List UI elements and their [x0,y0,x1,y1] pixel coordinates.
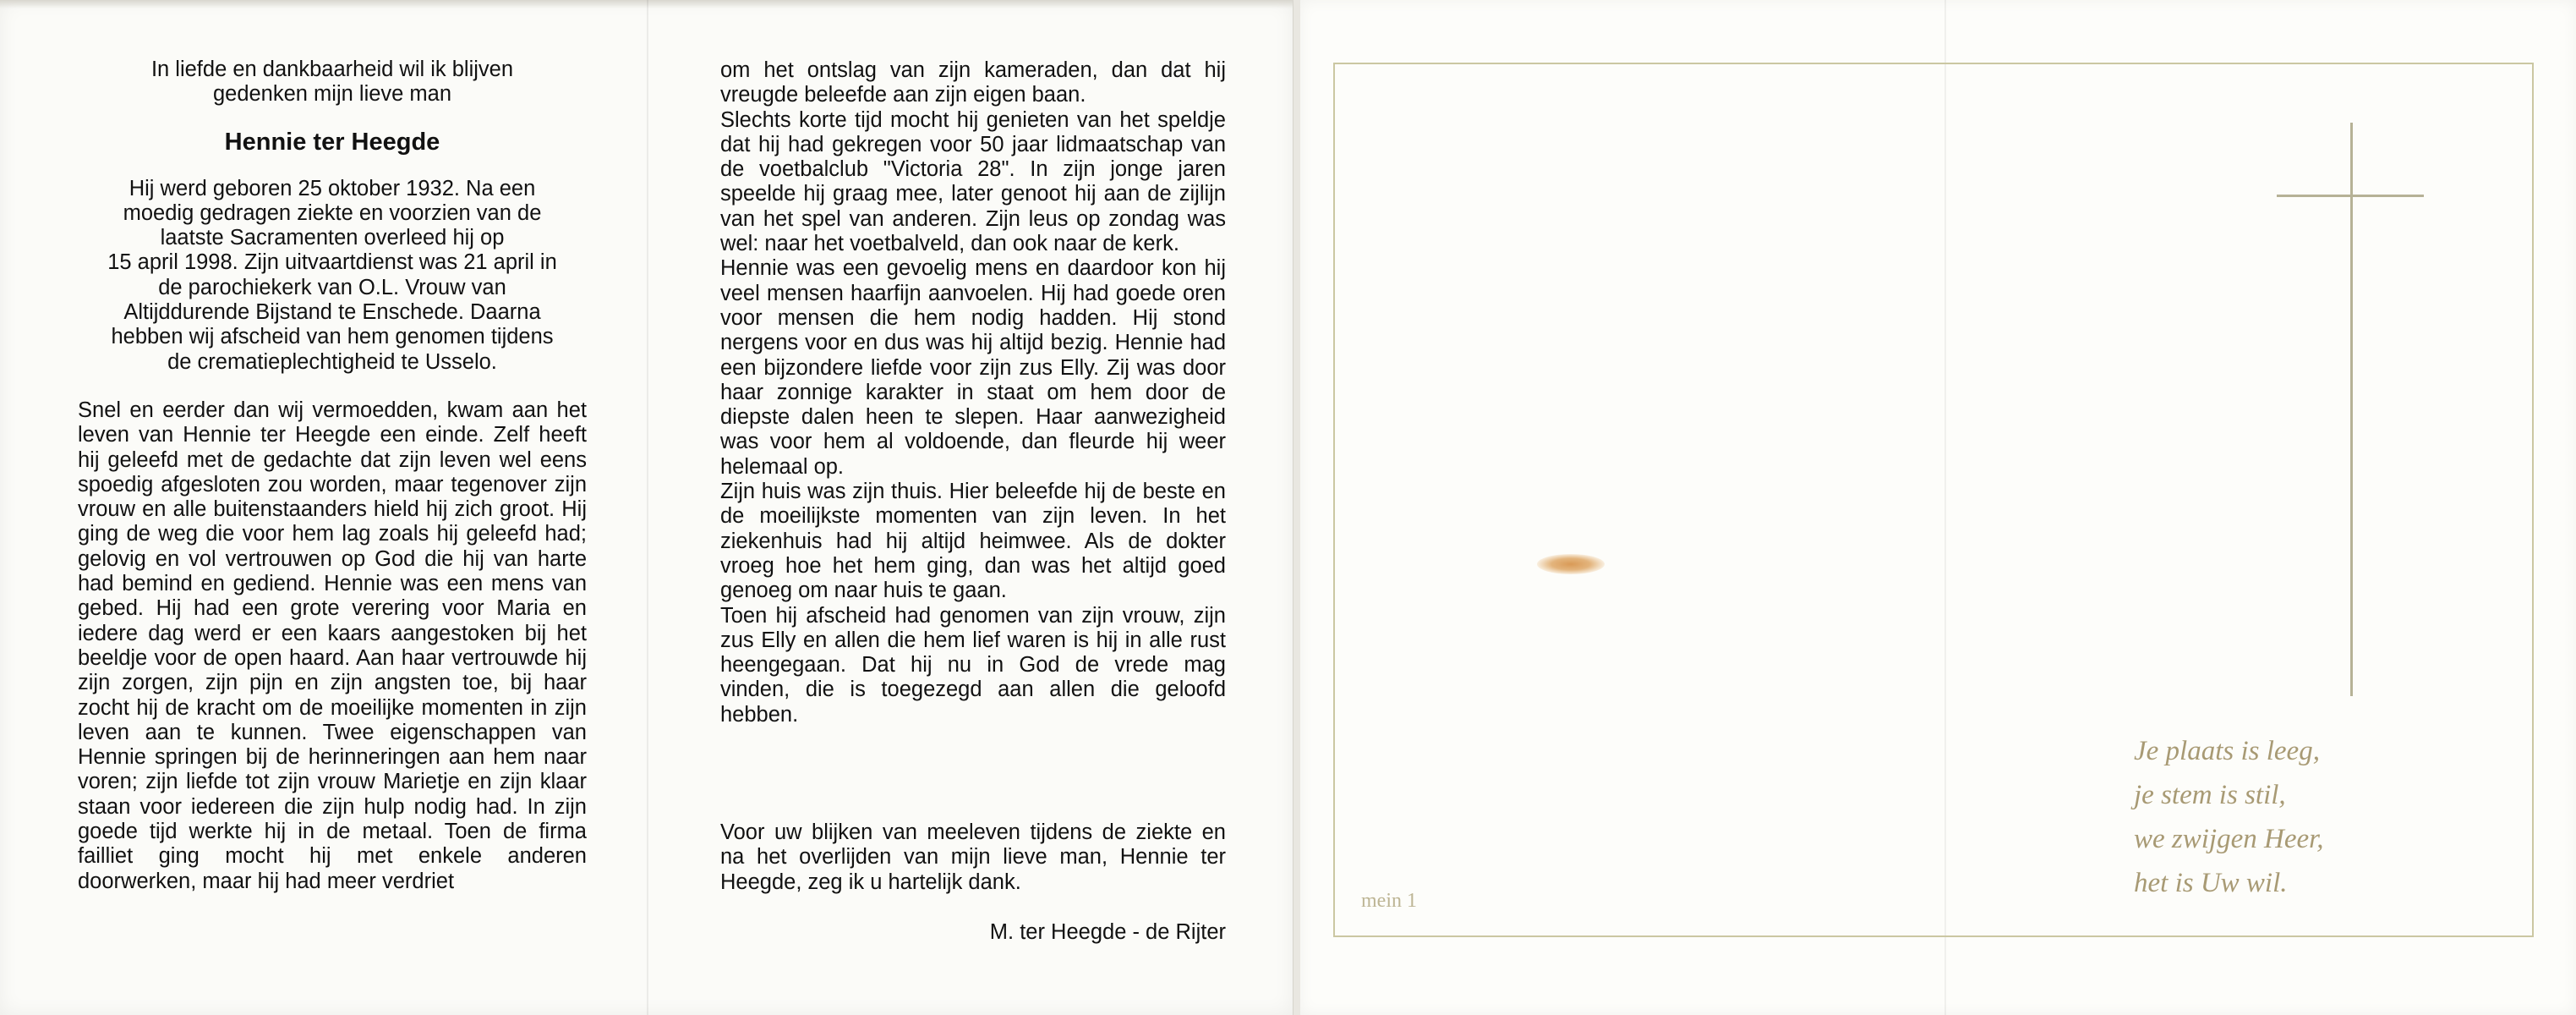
bio-line: 15 april 1998. Zijn uitvaartdienst was 21 april in [107,250,557,275]
cross-vertical-bar [2350,123,2353,696]
left-column [78,58,587,894]
poem-line: we zwijgen Heer, [2134,824,2324,854]
bio-line: hebben wij afscheid van hem genomen tijdens [111,325,554,349]
bio-line: Altijddurende Bijstand te Enschede. Daarna [123,300,541,325]
memorial-text-right [720,58,1226,727]
memorial-paragraph: Zijn huis was zijn thuis. Hier beleefde hij de beste en de moeilijkste momenten van zijn leven. In het ziekenhuis had hij altijd heimwee. Als de dokter vroeg hoe het hem ging, dan was het altijd goed genoeg om naar huis te gaan. [720,480,1226,603]
poem-line: je stem is stil, [2134,780,2286,810]
memorial-paragraph: Slechts korte tijd mocht hij genieten van het speldje dat hij had gekregen voor 50 jaar lidmaatschap van de voetbalclub "Victoria 28". In zijn jonge jaren speelde hij graag mee, later genoot hij aan de zijlijn van het spel van anderen. Zijn leus op zondag was wel: naar het voetbalveld, dan ook naar de kerk. [720,107,1226,256]
poem [2134,729,2404,905]
bio-line: laatste Sacramenten overleed hij op [160,226,505,250]
poem-line: het is Uw wil. [2134,868,2288,898]
memorial-paragraph: om het ontslag van zijn kameraden, dan dat hij vreugde beleefde aan zijn eigen baan. [720,58,1226,107]
signature: M. ter Heegde - de Rijter [989,920,1226,944]
paper-stain [1537,554,1605,574]
card-code: mein 1 [1361,890,1417,912]
bio-line: de crematieplechtigheid te Usselo. [167,349,497,374]
cross-horizontal-bar [2277,195,2424,197]
dedication [78,58,587,107]
right-column [720,58,1226,727]
memorial-paragraph: Hennie was een gevoelig mens en daardoor kon hij veel mensen haarfijn aanvoelen. Hij had goede oren voor mensen die hem nodig hadden. Hij stond nergens voor en dus was hij altijd bezig. Hennie had een bijzondere liefde voor zijn zus Elly. Zij was door haar zonnige karakter in staat om hem door de diepste dalen heen te slepen. Haar aanwezigheid was voor hem al voldoende, dan fleurde hij weer helemaal op. [720,256,1226,479]
poem-line: Je plaats is leeg, [2134,736,2320,766]
memorial-text-left: Snel en eerder dan wij vermoedden, kwam aan het leven van Hennie ter Heegde een einde. Zelf heeft hij geleefd met de gedachte dat zijn leven wel eens spoedig afgesloten zou worden, maar tegenover zijn vrouw en alle buitenstaanders hield hij zich groot. Hij ging de weg die voor hem lag zoals hij geleefd had; gelovig en vol vertrouwen op God die hij van harte had bemind en gediend. Hennie was een mens van gebed. Hij had een grote verering voor Maria en iedere dag werd er een kaars aangestoken bij het beeldje voor de open haard. Aan haar vertrouwde hij zijn zorgen, zijn pijn en zijn angsten toe, bij haar zocht hij de kracht om de moeilijke momenten in zijn leven aan te kunnen. Twee eigenschappen van Hennie springen bij de herinneringen aan hem naar voren; zijn liefde tot zijn vrouw Marietje en zijn klaar staan voor iedereen die zijn hulp nodig had. In zijn goede tijd werkte hij in de metaal. Toen de firma failliet ging mocht hij met enkele anderen doorwerken, maar hij had meer verdriet [78,398,587,893]
bio-line: de parochiekerk van O.L. Vrouw van [158,275,506,299]
thank-you-note: Voor uw blijken van meeleven tijdens de ziekte en na het overlijden van mijn lieve man, Hennie ter Heegde, zeg ik u hartelijk dank. [720,820,1226,894]
memorial-paragraph: Toen hij afscheid had genomen van zijn vrouw, zijn zus Elly en allen die hem lief waren is hij in alle rust heengegaan. Dat hij nu in God de vrede mag vinden, die is toegezegd aan allen die geloofd hebben. [720,603,1226,727]
dedication-line: In liefde en dankbaarheid wil ik blijven [150,58,514,81]
deceased-name: Hennie ter Heegde [224,128,440,156]
dedication-line: gedenken mijn lieve man [212,82,452,107]
bio-line: Hij werd geboren 25 oktober 1932. Na een [129,176,536,200]
bio-line: moedig gedragen ziekte en voorzien van de [123,200,542,225]
inner-fold-line [647,0,648,1015]
bio-intro [78,177,587,375]
